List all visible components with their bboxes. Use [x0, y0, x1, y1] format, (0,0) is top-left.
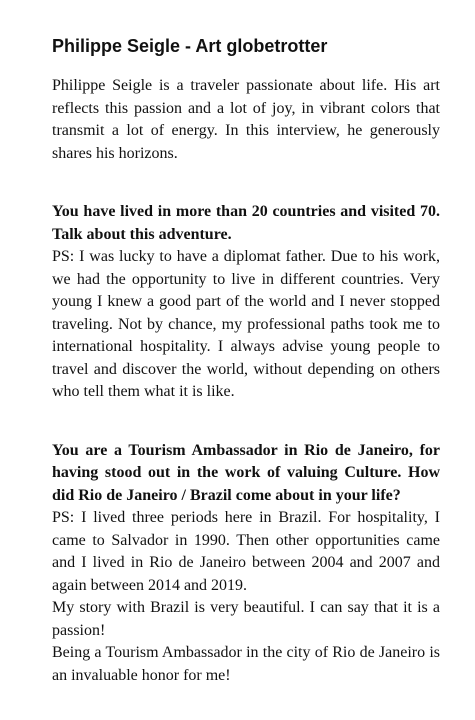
- qa-block-2: [52, 440, 440, 688]
- section-spacer: [52, 404, 440, 440]
- qa-block-1: [52, 201, 440, 404]
- answer-2-paragraph-3: Being a Tourism Ambassador in the city of Rio de Janeiro is an invaluable honor for me!: [52, 644, 440, 684]
- article-title: Philippe Seigle - Art globetrotter: [52, 36, 328, 56]
- section-spacer: [52, 165, 440, 201]
- answer-2-paragraph-2: My story with Brazil is very beautiful. I can say that it is a passion!: [52, 599, 440, 639]
- answer-2-paragraph-1: PS: I lived three periods here in Brazil. For hospitality, I came to Salvador in 1990. Then other opportunities came and I lived in Rio de Janeiro between 2004 and 2007 and again between 2014 and 2019.: [52, 509, 440, 594]
- question-1: You have lived in more than 20 countries and visited 70. Talk about this adventure.: [52, 203, 440, 243]
- answer-1-paragraph-1: PS: I was lucky to have a diplomat father. Due to his work, we had the opportunity to live in different countries. Very young I knew a good part of the world and I never stopped traveling. Not by chance, my professional paths took me to international hospitality. I always advise young people to travel and discover the world, without depending on others who tell them what it is like.: [52, 248, 440, 400]
- article: [52, 33, 440, 687]
- intro-paragraph: Philippe Seigle is a traveler passionate about life. His art reflects this passion and a lot of joy, in vibrant colors that transmit a lot of energy. In this interview, he generously shares his horizons.: [52, 77, 440, 162]
- question-2: You are a Tourism Ambassador in Rio de Janeiro, for having stood out in the work of valuing Culture. How did Rio de Janeiro / Brazil come about in your life?: [52, 441, 440, 504]
